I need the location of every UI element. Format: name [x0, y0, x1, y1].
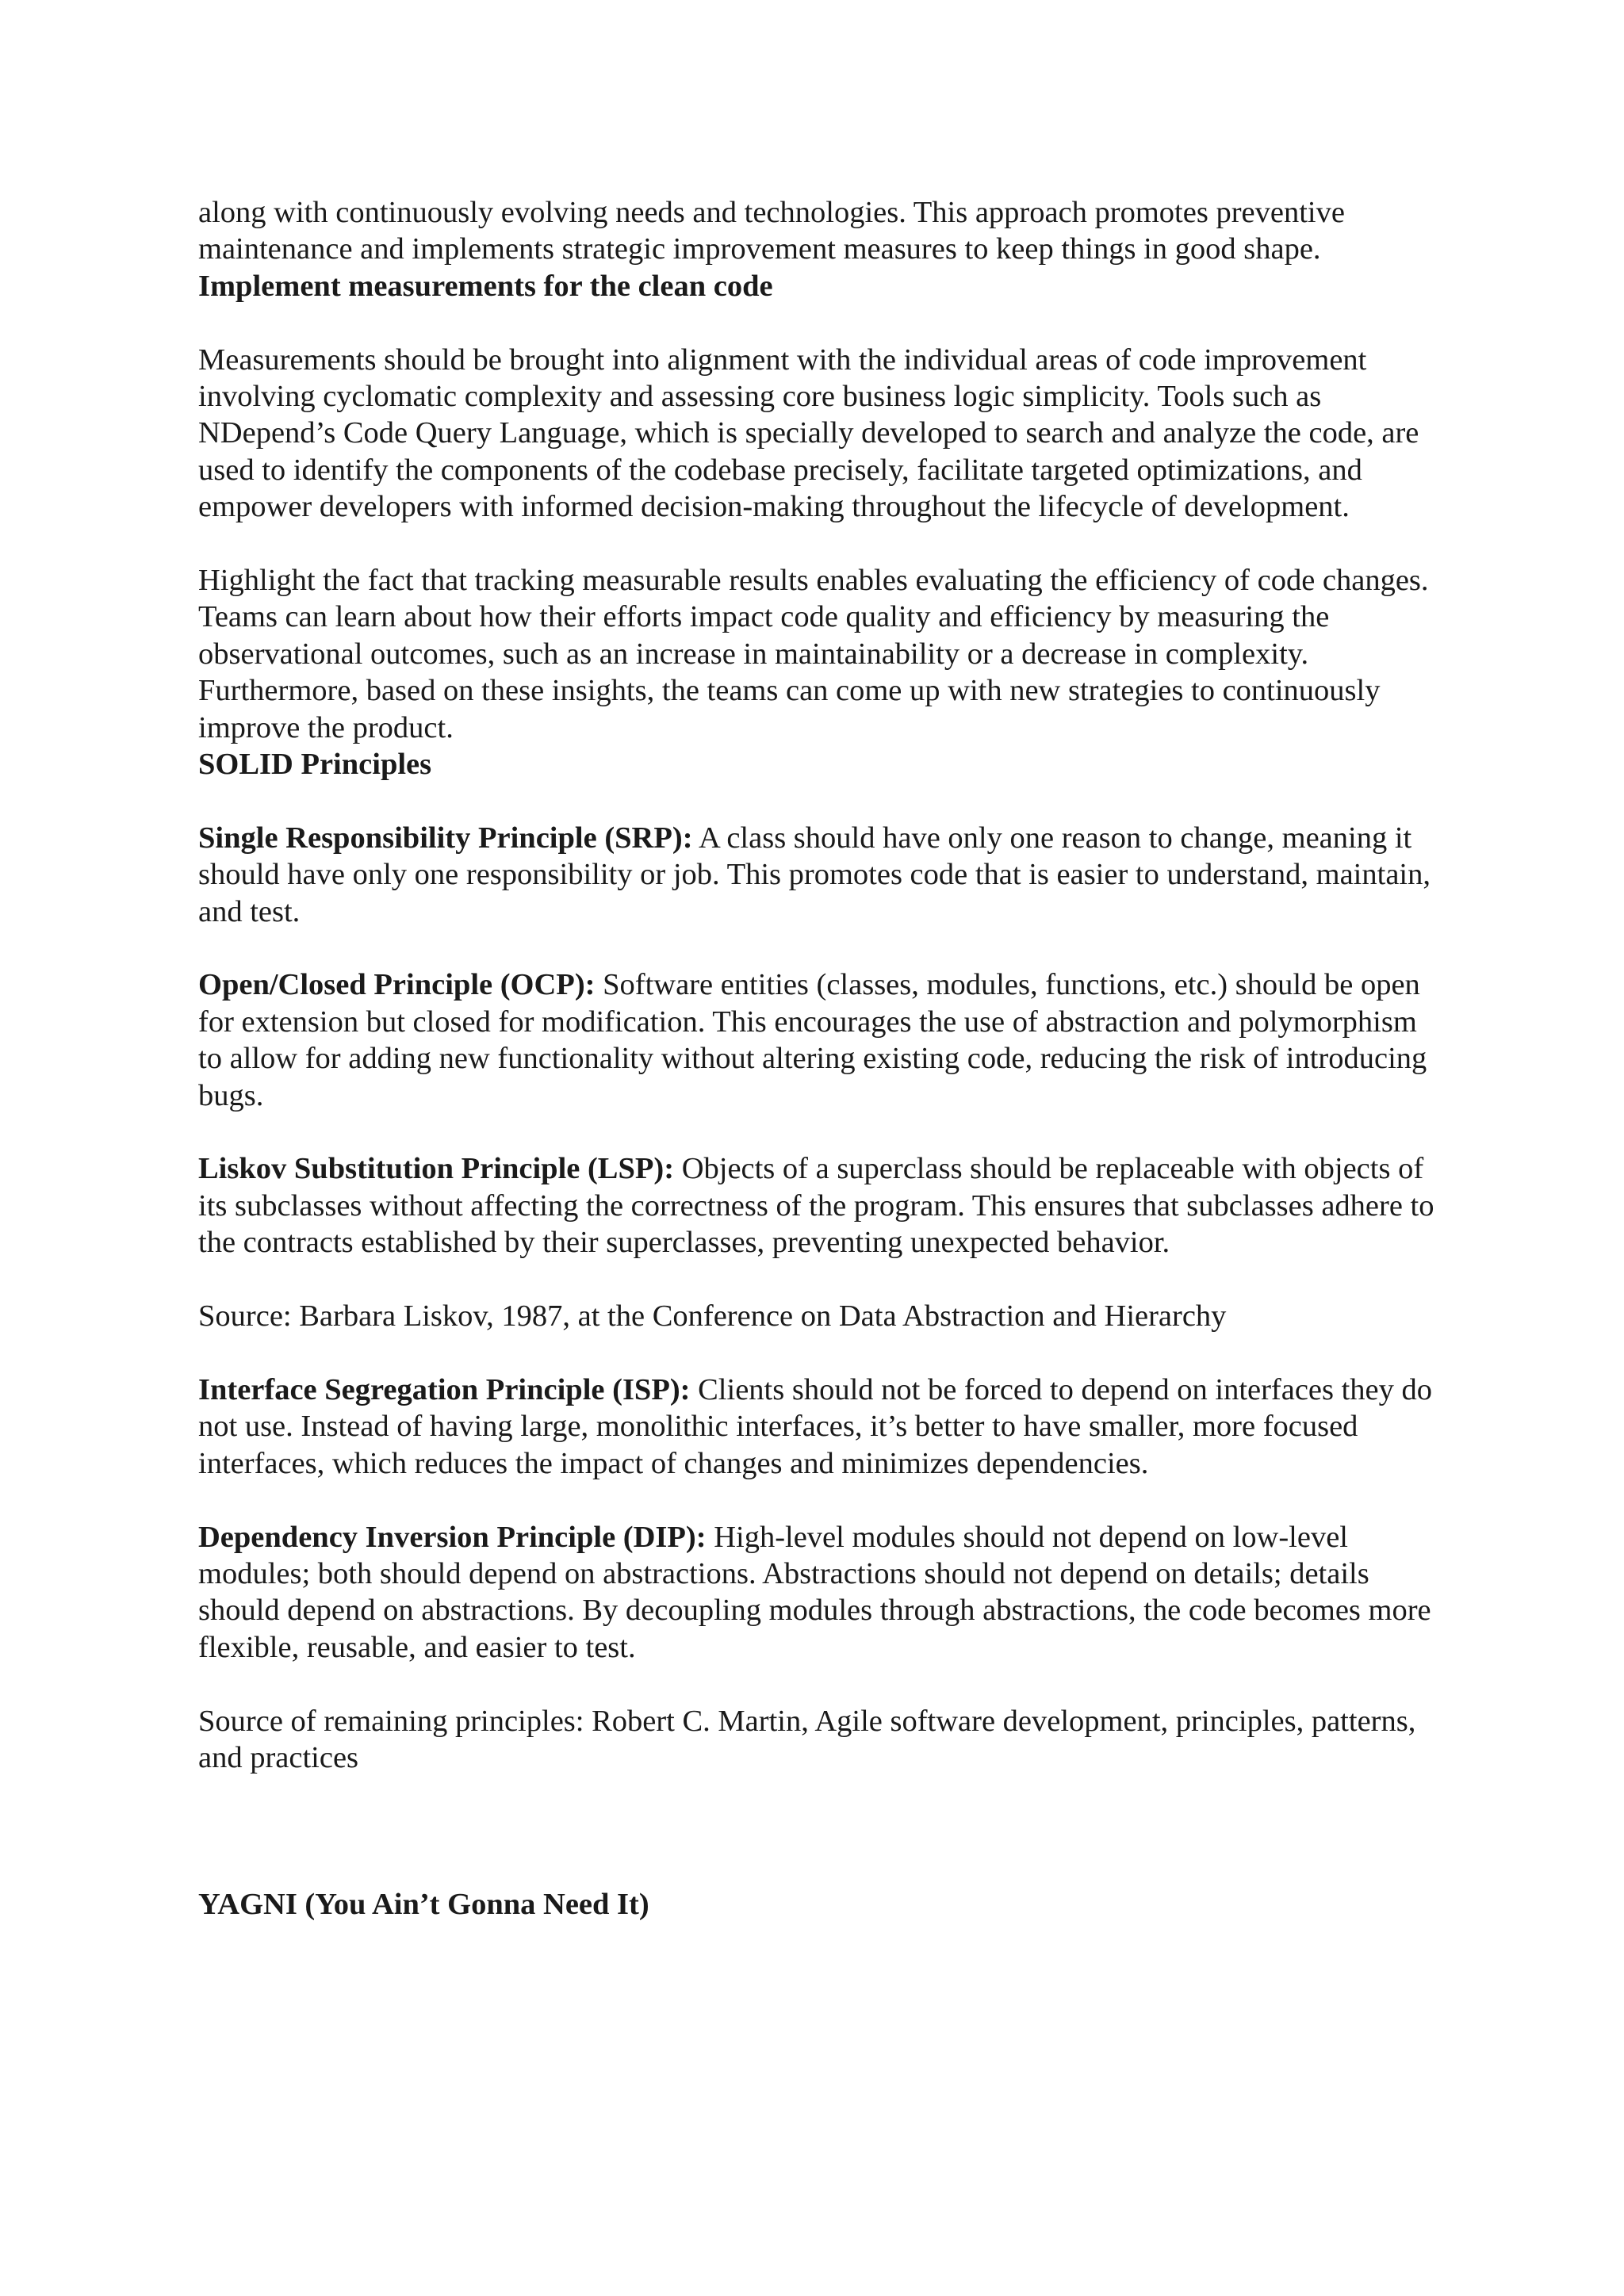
ocp-text: Software entities (classes, modules, functions, etc.) should be open for extension but closed for modification. This encourages the use of abstraction and polymorphism to allow for adding new functionality without altering existing code, reducing the risk of introducing bugs. [198, 968, 1427, 1112]
srp-term: Single Responsibility Principle (SRP): [198, 821, 693, 855]
lsp-text: Objects of a superclass should be replaceable with objects of its subclasses without affecting the correctness of the program. This ensures that subclasses adhere to the contracts established by their superclasses, preventing unexpected behavior. [198, 1152, 1434, 1260]
dip-paragraph [198, 1519, 1435, 1667]
solid-heading: SOLID Principles [198, 748, 432, 782]
srp-text: A class should have only one reason to change, meaning it should have only one responsibility or job. This promotes code that is easier to understand, maintain, and test. [198, 821, 1431, 928]
document-page [198, 194, 1435, 1923]
ocp-term: Open/Closed Principle (OCP): [198, 968, 596, 1002]
measurements-paragraph-2: Highlight the fact that tracking measurable results enables evaluating the efficiency of code changes. Teams can learn about how their efforts impact code quality and efficiency by measuring the observational outcomes, such as an increase in maintainability or a decrease in complexity. Furthermore, based on these insights, the teams can come up with new strategies to continuously improve the product. [198, 564, 1429, 744]
lsp-term: Liskov Substitution Principle (LSP): [198, 1152, 675, 1186]
remaining-principles-source: Source of remaining principles: Robert C. Martin, Agile software development, principles, patterns, and practices [198, 1704, 1416, 1774]
isp-term: Interface Segregation Principle (ISP): [198, 1372, 691, 1406]
ocp-paragraph [198, 966, 1435, 1114]
srp-paragraph [198, 820, 1435, 930]
intro-paragraph: along with continuously evolving needs and technologies. This approach promotes preventive maintenance and implements strategic improvement measures to keep things in good shape. [198, 196, 1345, 266]
lsp-paragraph [198, 1150, 1435, 1261]
dip-term: Dependency Inversion Principle (DIP): [198, 1520, 707, 1554]
yagni-heading: YAGNI (You Ain’t Gonna Need It) [198, 1888, 649, 1922]
measurements-heading: Implement measurements for the clean code [198, 269, 773, 303]
isp-paragraph [198, 1372, 1435, 1482]
dip-text: High-level modules should not depend on low-level modules; both should depend on abstractions. Abstractions should not depend on details; details should depend on abstractions. By decoupling modules through abstractions, the code becomes more flexible, reusable, and easier to test. [198, 1520, 1431, 1664]
measurements-paragraph-1: Measurements should be brought into alignment with the individual areas of code improvement involving cyclomatic complexity and assessing core business logic simplicity. Tools such as NDepend’s Code Query Language, which is specially developed to search and analyze the code, are used to identify the components of the codebase precisely, facilitate targeted optimizations, and empower developers with informed decision-making throughout the lifecycle of development. [198, 342, 1419, 524]
isp-text: Clients should not be forced to depend on interfaces they do not use. Instead of having large, monolithic interfaces, it’s better to have smaller, more focused interfaces, which reduces the impact of changes and minimizes dependencies. [198, 1372, 1433, 1480]
lsp-source: Source: Barbara Liskov, 1987, at the Conference on Data Abstraction and Hierarchy [198, 1299, 1227, 1334]
